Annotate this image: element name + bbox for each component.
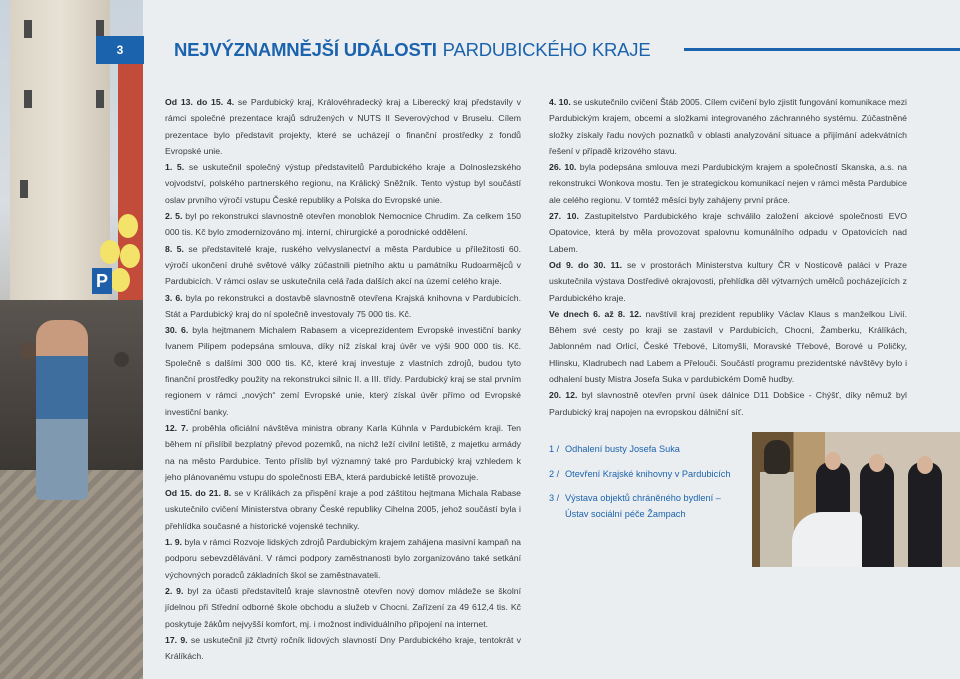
church-tower: [10, 0, 110, 300]
event-entry: 30. 6. byla hejtmanem Michalem Rabasem a viceprezidentem Evropské investiční banky Ivanem Pilipem podepsána smlouva, díky níž získal kraj úvěr ve výši 900 000 tis. Kč. Společně s dalšími 300 000 tis. Kč, které kraj investuje z vlastních zdrojů, budou tyto finanční prostředky použity na rekonstrukci silnic II. a III. třídy. Pardubický kraj se stal prvním regionem v rámci „nových“ zemí Evropské unie, který získal úvěr přímo od Evropské investiční banky.: [165, 325, 521, 417]
face: [917, 456, 933, 474]
caption-text: Otevření Krajské knihovny v Pardubicích: [565, 468, 731, 479]
caption-number: 2 /: [549, 468, 560, 479]
tower-window: [96, 90, 104, 108]
pedestal: [760, 472, 794, 567]
event-entry: 26. 10. byla podepsána smlouva mezi Pardubickým krajem a společností Skanska, a.s. na rekonstrukci Wonkova mostu. Ten je strategickou komunikací nejen v rámci města Pardubice ale celého regionu. V tomtéž měsíci byly zahájeny první práce.: [549, 162, 907, 205]
event-entry: 1. 5. se uskutečnil společný výstup představitelů Pardubického kraje a Dolnoslezského vojvodství, polského partnerského regionu, na Králický Sněžník. Tento výstup byl součástí oslav prvního výročí vstupu České republiky a Polska do Evropské unie.: [165, 162, 521, 205]
event-entry: Ve dnech 6. až 8. 12. navštívil kraj prezident republiky Václav Klaus s manželkou Livií. Během své cesty po kraji se zastavil v Pardubicích, Chocni, Žamberku, Králíkách, Jablonném nad Orlicí, České Třebové, Litomyšli, Moravské Třebové, Borové u Poličky, Hlinsku, Kladrubech nad Labem a Přelouči. Součástí programu prezidentské návštěvy bylo i odhalení busty Mistra Josefa Suka v pardubickém Domě hudby.: [549, 308, 907, 385]
page-title-bold: NEJVÝZNAMNĚJŠÍ UDÁLOSTI: [174, 39, 437, 60]
event-entry: 4. 10. se uskutečnilo cvičení Štáb 2005. Cílem cvičení bylo zjistit fungování komunikace mezi Pardubickým krajem, obcemi a složkami integrovaného záchranného systému. Zúčastněné složky získaly řadu nových poznatků v oblasti analyzování situace a přijímání adekvátních řešení v případě krizového stavu.: [549, 97, 907, 156]
caption-item: [549, 491, 739, 522]
caption-number: 1 /: [549, 444, 560, 454]
event-entry: 20. 12. byl slavnostně otevřen první úsek dálnice D11 Dobšice - Chýšť, díky němuž byl Pardubický kraj napojen na evropskou dálniční síť.: [549, 390, 907, 417]
pavement: [0, 470, 143, 679]
event-entry: 2. 9. byl za účasti představitelů kraje slavnostně otevřen nový domov mládeže se školní jídelnou při Střední odborné škole obchodu a služeb v Chocni. Zařízení za 49 612,4 tis. Kč poskytuje žákům nejvyšší komfort, mj. i možnost individuálního připojení na internet.: [165, 585, 522, 629]
balloon: [110, 268, 130, 292]
face: [869, 454, 885, 472]
balloon: [120, 244, 140, 268]
event-entry: Od 15. do 21. 8. se v Králíkách za přispění kraje a pod záštitou hejtmana Michala Rabase uskutečnilo cvičení Ministerstva obrany České republiky Cihelna 2005, jehož součástí byla i přehlídka současné a historické vojenské techniky.: [165, 488, 522, 531]
street-event-photo: [0, 0, 143, 679]
photo-captions: [549, 442, 739, 531]
chapter-number: 3: [96, 36, 144, 64]
event-entry: 17. 9. se uskutečnil již čtvrtý ročník lidových slavností Dny Pardubického kraje, tentokrát v Králíkách.: [165, 634, 521, 662]
event-entry: 3. 6. byla po rekonstrukci a dostavbě slavnostně otevřena Krajská knihovna v Pardubicích. Stát a Pardubický kraj do ní společně investovaly 75 000 tis. Kč.: [165, 292, 522, 319]
caption-text: Výstava objektů chráněného bydlení – Ústav sociální péče Žampach: [565, 493, 721, 519]
title-rule: [684, 48, 960, 51]
events-column-2: [549, 94, 907, 420]
person: [860, 462, 894, 567]
event-entry: 2. 5. byl po rekonstrukci slavnostně otevřen monoblok Nemocnice Chrudim. Za celkem 150 000 tis. Kč bylo zmodernizováno mj. interní, chirurgické a porodnické oddělení.: [165, 211, 521, 238]
caption-item: [549, 467, 739, 483]
parking-sign: P: [92, 268, 112, 294]
event-entry: 8. 5. se představitelé kraje, ruského velvyslanectví a města Pardubice u příležitosti 60. výročí ukončení druhé světové války zúčastnili pietního aktu u památníku Rudoarmějců v Pardubicích. V rámci oslav se uskutečnila celá řada dalších akcí na území celého kraje.: [165, 243, 521, 287]
face: [825, 452, 841, 470]
bust: [764, 440, 790, 474]
page-title: [174, 36, 651, 64]
caption-item: [549, 442, 739, 458]
event-entry: Od 13. do 15. 4. se Pardubický kraj, Královéhradecký kraj a Liberecký kraj představily v rámci společné prezentace krajů sdružených v NUTS II Severovýchod v Bruselu. Cílem prezentace bylo představit projekty, které se ucházejí o finanční prostředky z fondů Evropské unie.: [165, 97, 521, 156]
event-entry: Od 9. do 30. 11. se v prostorách Ministerstva kultury ČR v Nosticově paláci v Praze uskutečnila výstava Dostředivé okrajovosti, přehlídka děl výtvarných umělců pocházejících z Pardubického kraje.: [549, 259, 907, 303]
person: [908, 462, 942, 567]
event-entry: 27. 10. Zastupitelstvo Pardubického kraje schválilo založení akciové společnosti EVO Opatovice, která by měla provozovat spalovnu komunálního odpadu v Opatovicích nad Labem.: [549, 211, 907, 254]
page-title-regular: PARDUBICKÉHO KRAJE: [442, 39, 651, 60]
bust-unveiling-photo: [752, 432, 960, 567]
event-entry: 1. 9. byla v rámci Rozvoje lidských zdrojů Pardubickým krajem zahájena masivní kampaň na podporu sebevzdělávání. V rámci podpory zaměstnanosti bylo zorganizováno také setkání výchovných poradců základních škol se zaměstnavateli.: [165, 537, 521, 580]
tower-window: [20, 180, 28, 198]
caption-number: 3 /: [549, 493, 560, 503]
caption-text: Odhalení busty Josefa Suka: [565, 444, 680, 454]
tower-window: [24, 90, 32, 108]
balloon: [118, 214, 138, 238]
events-column-1: [165, 94, 521, 664]
tower-window: [24, 20, 32, 38]
balloon: [100, 240, 120, 264]
man-with-camera: [36, 320, 88, 500]
unveiling-cloth: [792, 512, 862, 567]
event-entry: 12. 7. proběhla oficiální návštěva ministra obrany Karla Kühnla v Pardubickém kraji. Ten během ní přislíbil bezplatný převod pozemků, na nichž leží civilní letiště, z majetku armády na na město Pardubice. Tento příslib byl významný také pro Pardubický kraj vzhledem k jeho plánovanému vstupu do společnosti EBA, která pardubické letiště provozuje.: [165, 422, 521, 482]
